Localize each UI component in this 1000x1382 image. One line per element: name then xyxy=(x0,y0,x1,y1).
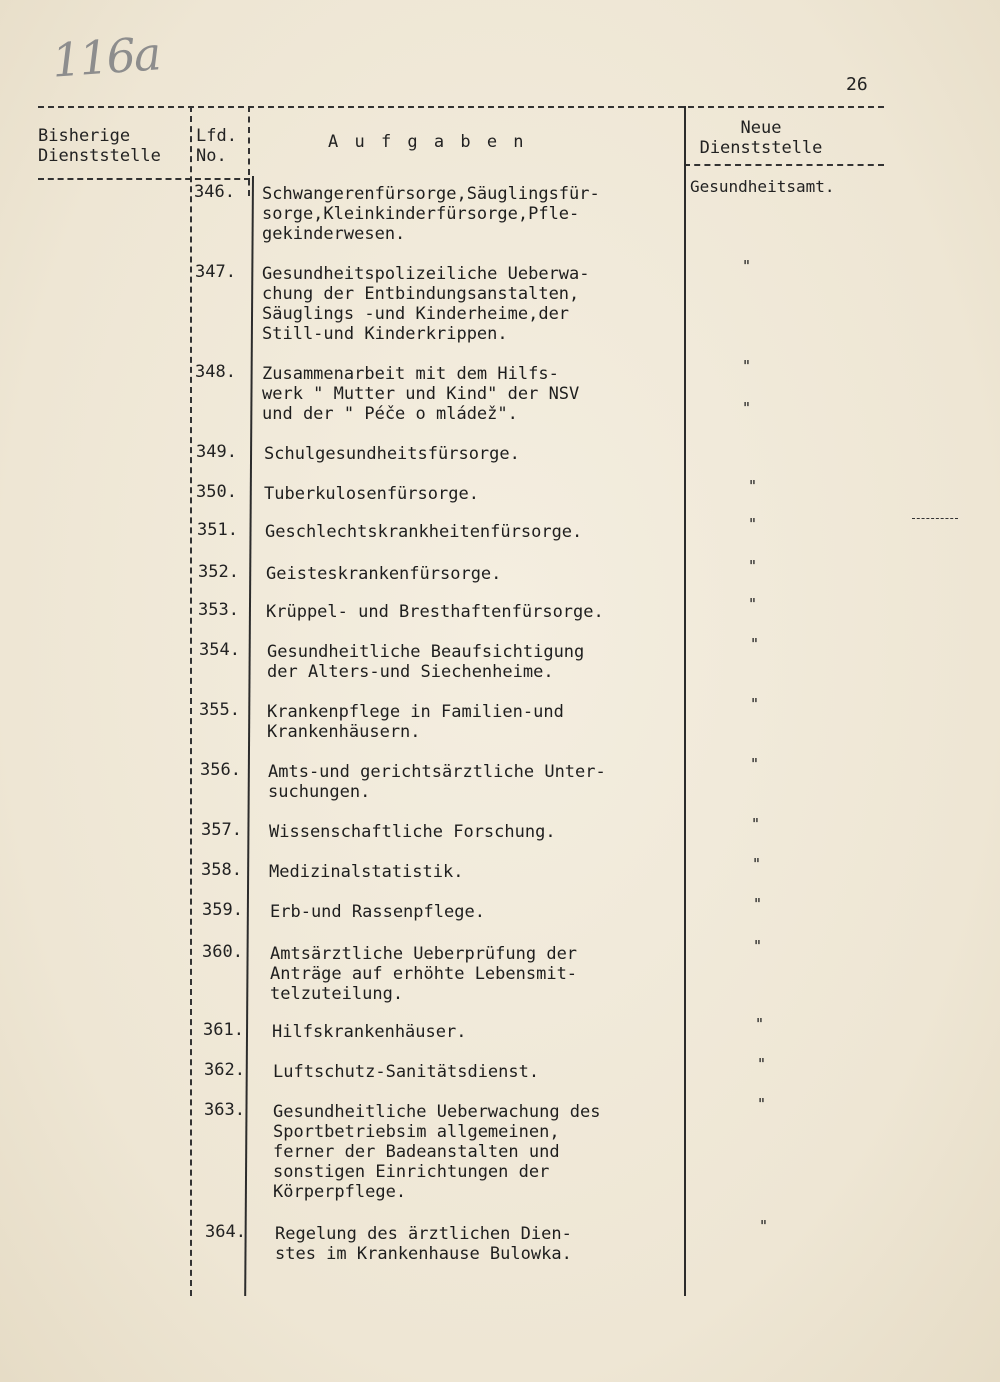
row-task: Geisteskrankenfürsorge. xyxy=(266,564,502,584)
row-task: Krüppel- und Bresthaftenfürsorge. xyxy=(266,602,604,622)
row-task: Gesundheitliche Beaufsichtigung der Alters-und Siechenheime. xyxy=(267,642,585,682)
row-task: Krankenpflege in Familien-und Krankenhäusern. xyxy=(267,702,564,742)
row-number: 354. xyxy=(199,640,240,660)
row-ditto-mark-second: " xyxy=(742,399,752,417)
header-previous-line2: Dienststelle xyxy=(38,146,161,166)
row-task: Luftschutz-Sanitätsdienst. xyxy=(273,1062,540,1082)
row-number: 347. xyxy=(195,262,236,282)
row-ditto-mark: " xyxy=(757,1055,767,1073)
page-number: 26 xyxy=(846,74,868,95)
row-task: Gesundheitspolizeiliche Ueberwa- chung der Entbindungsanstalten, Säuglings -und Kinderheime,der Still-und Kinderkrippen. xyxy=(262,264,590,344)
row-number: 355. xyxy=(199,700,240,720)
row-number: 356. xyxy=(200,760,241,780)
row-number: 362. xyxy=(204,1060,245,1080)
row-number: 350. xyxy=(196,482,237,502)
row-ditto-mark: " xyxy=(753,937,763,955)
header-new-department xyxy=(686,118,836,158)
row-task: Schwangerenfürsorge,Säuglingsfür- sorge,Kleinkinderfürsorge,Pfle- gekinderwesen. xyxy=(262,184,600,244)
new-department-value: Gesundheitsamt. xyxy=(690,177,835,196)
row-ditto-mark: " xyxy=(748,557,758,575)
archive-mark: 116a xyxy=(50,26,161,88)
header-top-rule xyxy=(38,106,884,108)
row-number: 357. xyxy=(201,820,242,840)
row-ditto-mark: " xyxy=(757,1095,767,1113)
row-ditto-mark: " xyxy=(751,815,761,833)
row-task: Gesundheitliche Ueberwachung des Sportbetriebsim allgemeinen, ferner der Badeanstalten und sonstigen Einrichtungen der Körperpflege. xyxy=(273,1102,601,1202)
column-rule-number xyxy=(190,106,192,1296)
row-ditto-mark: " xyxy=(750,695,760,713)
row-number: 358. xyxy=(201,860,242,880)
column-rule-task-left xyxy=(248,106,250,196)
row-task: Amtsärztliche Ueberprüfung der Anträge auf erhöhte Lebensmit- telzuteilung. xyxy=(270,944,578,1004)
header-bottom-rule-right xyxy=(684,164,884,166)
row-ditto-mark: " xyxy=(742,257,752,275)
row-number: 361. xyxy=(203,1020,244,1040)
row-number: 352. xyxy=(198,562,239,582)
row-number: 364. xyxy=(205,1222,246,1242)
row-number: 346. xyxy=(194,182,235,202)
row-ditto-mark: " xyxy=(748,595,758,613)
header-bottom-rule-left xyxy=(38,178,250,180)
row-ditto-mark: " xyxy=(755,1015,765,1033)
row-task: Regelung des ärztlichen Dien- stes im Krankenhause Bulowka. xyxy=(275,1224,572,1264)
header-number xyxy=(196,126,237,166)
row-ditto-mark: " xyxy=(750,755,760,773)
column-rule-task xyxy=(244,176,254,1296)
row-task: Wissenschaftliche Forschung. xyxy=(269,822,556,842)
row-ditto-mark: " xyxy=(752,855,762,873)
header-previous-department xyxy=(38,126,161,166)
row-ditto-mark: " xyxy=(759,1217,769,1235)
margin-mark xyxy=(912,518,958,519)
row-task: Tuberkulosenfürsorge. xyxy=(264,484,479,504)
header-tasks: A u f g a b e n xyxy=(328,132,527,152)
header-number-line1: Lfd. xyxy=(196,126,237,146)
row-task: Erb-und Rassenpflege. xyxy=(270,902,485,922)
row-ditto-mark: " xyxy=(750,635,760,653)
row-ditto-mark: " xyxy=(742,357,752,375)
row-task: Amts-und gerichtsärztliche Unter- suchungen. xyxy=(268,762,606,802)
row-number: 353. xyxy=(198,600,239,620)
row-task: Medizinalstatistik. xyxy=(269,862,464,882)
header-new-line2: Dienststelle xyxy=(699,138,823,158)
header-new-line1: Neue xyxy=(740,118,782,138)
row-ditto-mark: " xyxy=(748,515,758,533)
row-task: Schulgesundheitsfürsorge. xyxy=(264,444,520,464)
row-number: 349. xyxy=(196,442,237,462)
header-number-line2: No. xyxy=(196,146,227,166)
header-previous-line1: Bisherige xyxy=(38,126,131,146)
row-ditto-mark: " xyxy=(748,477,758,495)
row-number: 360. xyxy=(202,942,243,962)
row-task: Geschlechtskrankheitenfürsorge. xyxy=(265,522,583,542)
row-task: Zusammenarbeit mit dem Hilfs- werk " Mutter und Kind" der NSV und der " Péče o mládež". xyxy=(262,364,580,424)
row-ditto-mark: " xyxy=(753,895,763,913)
row-number: 359. xyxy=(202,900,243,920)
row-number: 351. xyxy=(197,520,238,540)
row-task: Hilfskrankenhäuser. xyxy=(272,1022,467,1042)
row-number: 363. xyxy=(204,1100,245,1120)
row-number: 348. xyxy=(195,362,236,382)
